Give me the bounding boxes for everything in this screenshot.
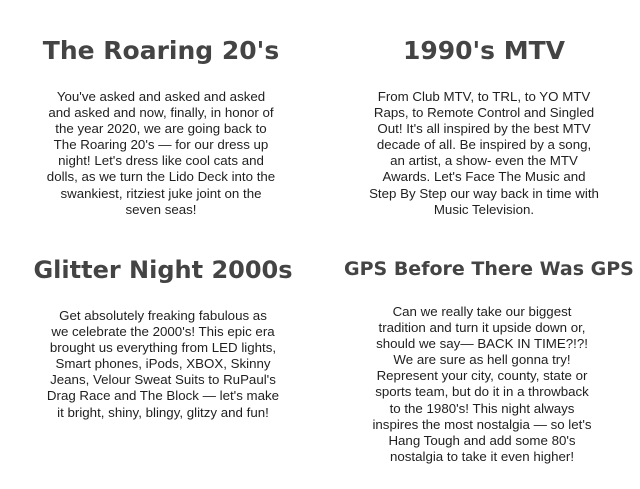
description-line: we celebrate the 2000's! This epic era [51, 324, 275, 340]
description-line: dolls, as we turn the Lido Deck into the [46, 169, 276, 185]
section-description [344, 304, 620, 465]
section-title: The Roaring 20's [42, 36, 280, 65]
description-line: to the 1980's! This night always [389, 400, 575, 416]
section-gps-before-gps [344, 258, 634, 465]
description-line: nostalgia to take it even higher! [389, 448, 575, 464]
description-line: swankiest, ritziest juke joint on the [60, 185, 262, 201]
section-title: 1990's MTV [402, 36, 566, 65]
description-line: From Club MTV, to TRL, to YO MTV [377, 89, 591, 104]
section-description [24, 308, 302, 421]
description-line: You've asked and asked and asked [56, 89, 266, 104]
description-line: Represent your city, county, state or [376, 368, 588, 384]
description-line: an artist, a show- even the MTV [390, 153, 578, 169]
description-line: tradition and turn it upside down or, [378, 320, 586, 336]
section-title: Glitter Night 2000s [33, 256, 293, 284]
description-line: sports team, but do it in a throwback [375, 384, 589, 400]
description-line: Step By Step our way back in time with [369, 185, 599, 201]
description-line: Raps, to Remote Control and Singled [373, 105, 595, 121]
description-line: Drag Race and The Block — let's make [46, 388, 280, 404]
description-line: The Roaring 20's — for our dress up [53, 137, 269, 153]
description-line: it bright, shiny, blingy, glitzy and fun! [57, 404, 269, 420]
description-line: Jeans, Velour Sweat Suits to RuPaul's [50, 372, 276, 388]
description-line: Smart phones, iPods, XBOX, Skinny [55, 356, 271, 372]
description-line: Can we really take our biggest [392, 304, 572, 319]
section-description [30, 89, 292, 218]
description-line: We are sure as hell gonna try! [393, 352, 571, 368]
description-line: inspires the most nostalgia — so let's [372, 416, 592, 432]
description-line: Awards. Let's Face The Music and [382, 169, 586, 185]
description-line: Get absolutely freaking fabulous as [59, 308, 267, 323]
section-1990s-mtv [356, 36, 612, 218]
section-description [356, 89, 612, 218]
description-line: Hang Tough and add some 80's [388, 432, 576, 448]
section-title: GPS Before There Was GPS [344, 258, 634, 280]
description-line: the year 2020, we are going back to [55, 121, 267, 137]
description-line: night! Let's dress like cool cats and [58, 153, 264, 169]
section-roaring-20s [30, 36, 292, 218]
description-line: decade of all. Be inspired by a song, [376, 137, 592, 153]
section-glitter-night-2000s [24, 256, 302, 421]
description-line: Music Television. [433, 201, 535, 217]
description-line: brought us everything from LED lights, [49, 340, 277, 356]
description-line: seven seas! [125, 201, 197, 217]
description-line: should we say— BACK IN TIME?!?! [376, 336, 588, 352]
description-line: and asked and now, finally, in honor of [48, 105, 274, 121]
description-line: Out! It's all inspired by the best MTV [377, 121, 591, 137]
